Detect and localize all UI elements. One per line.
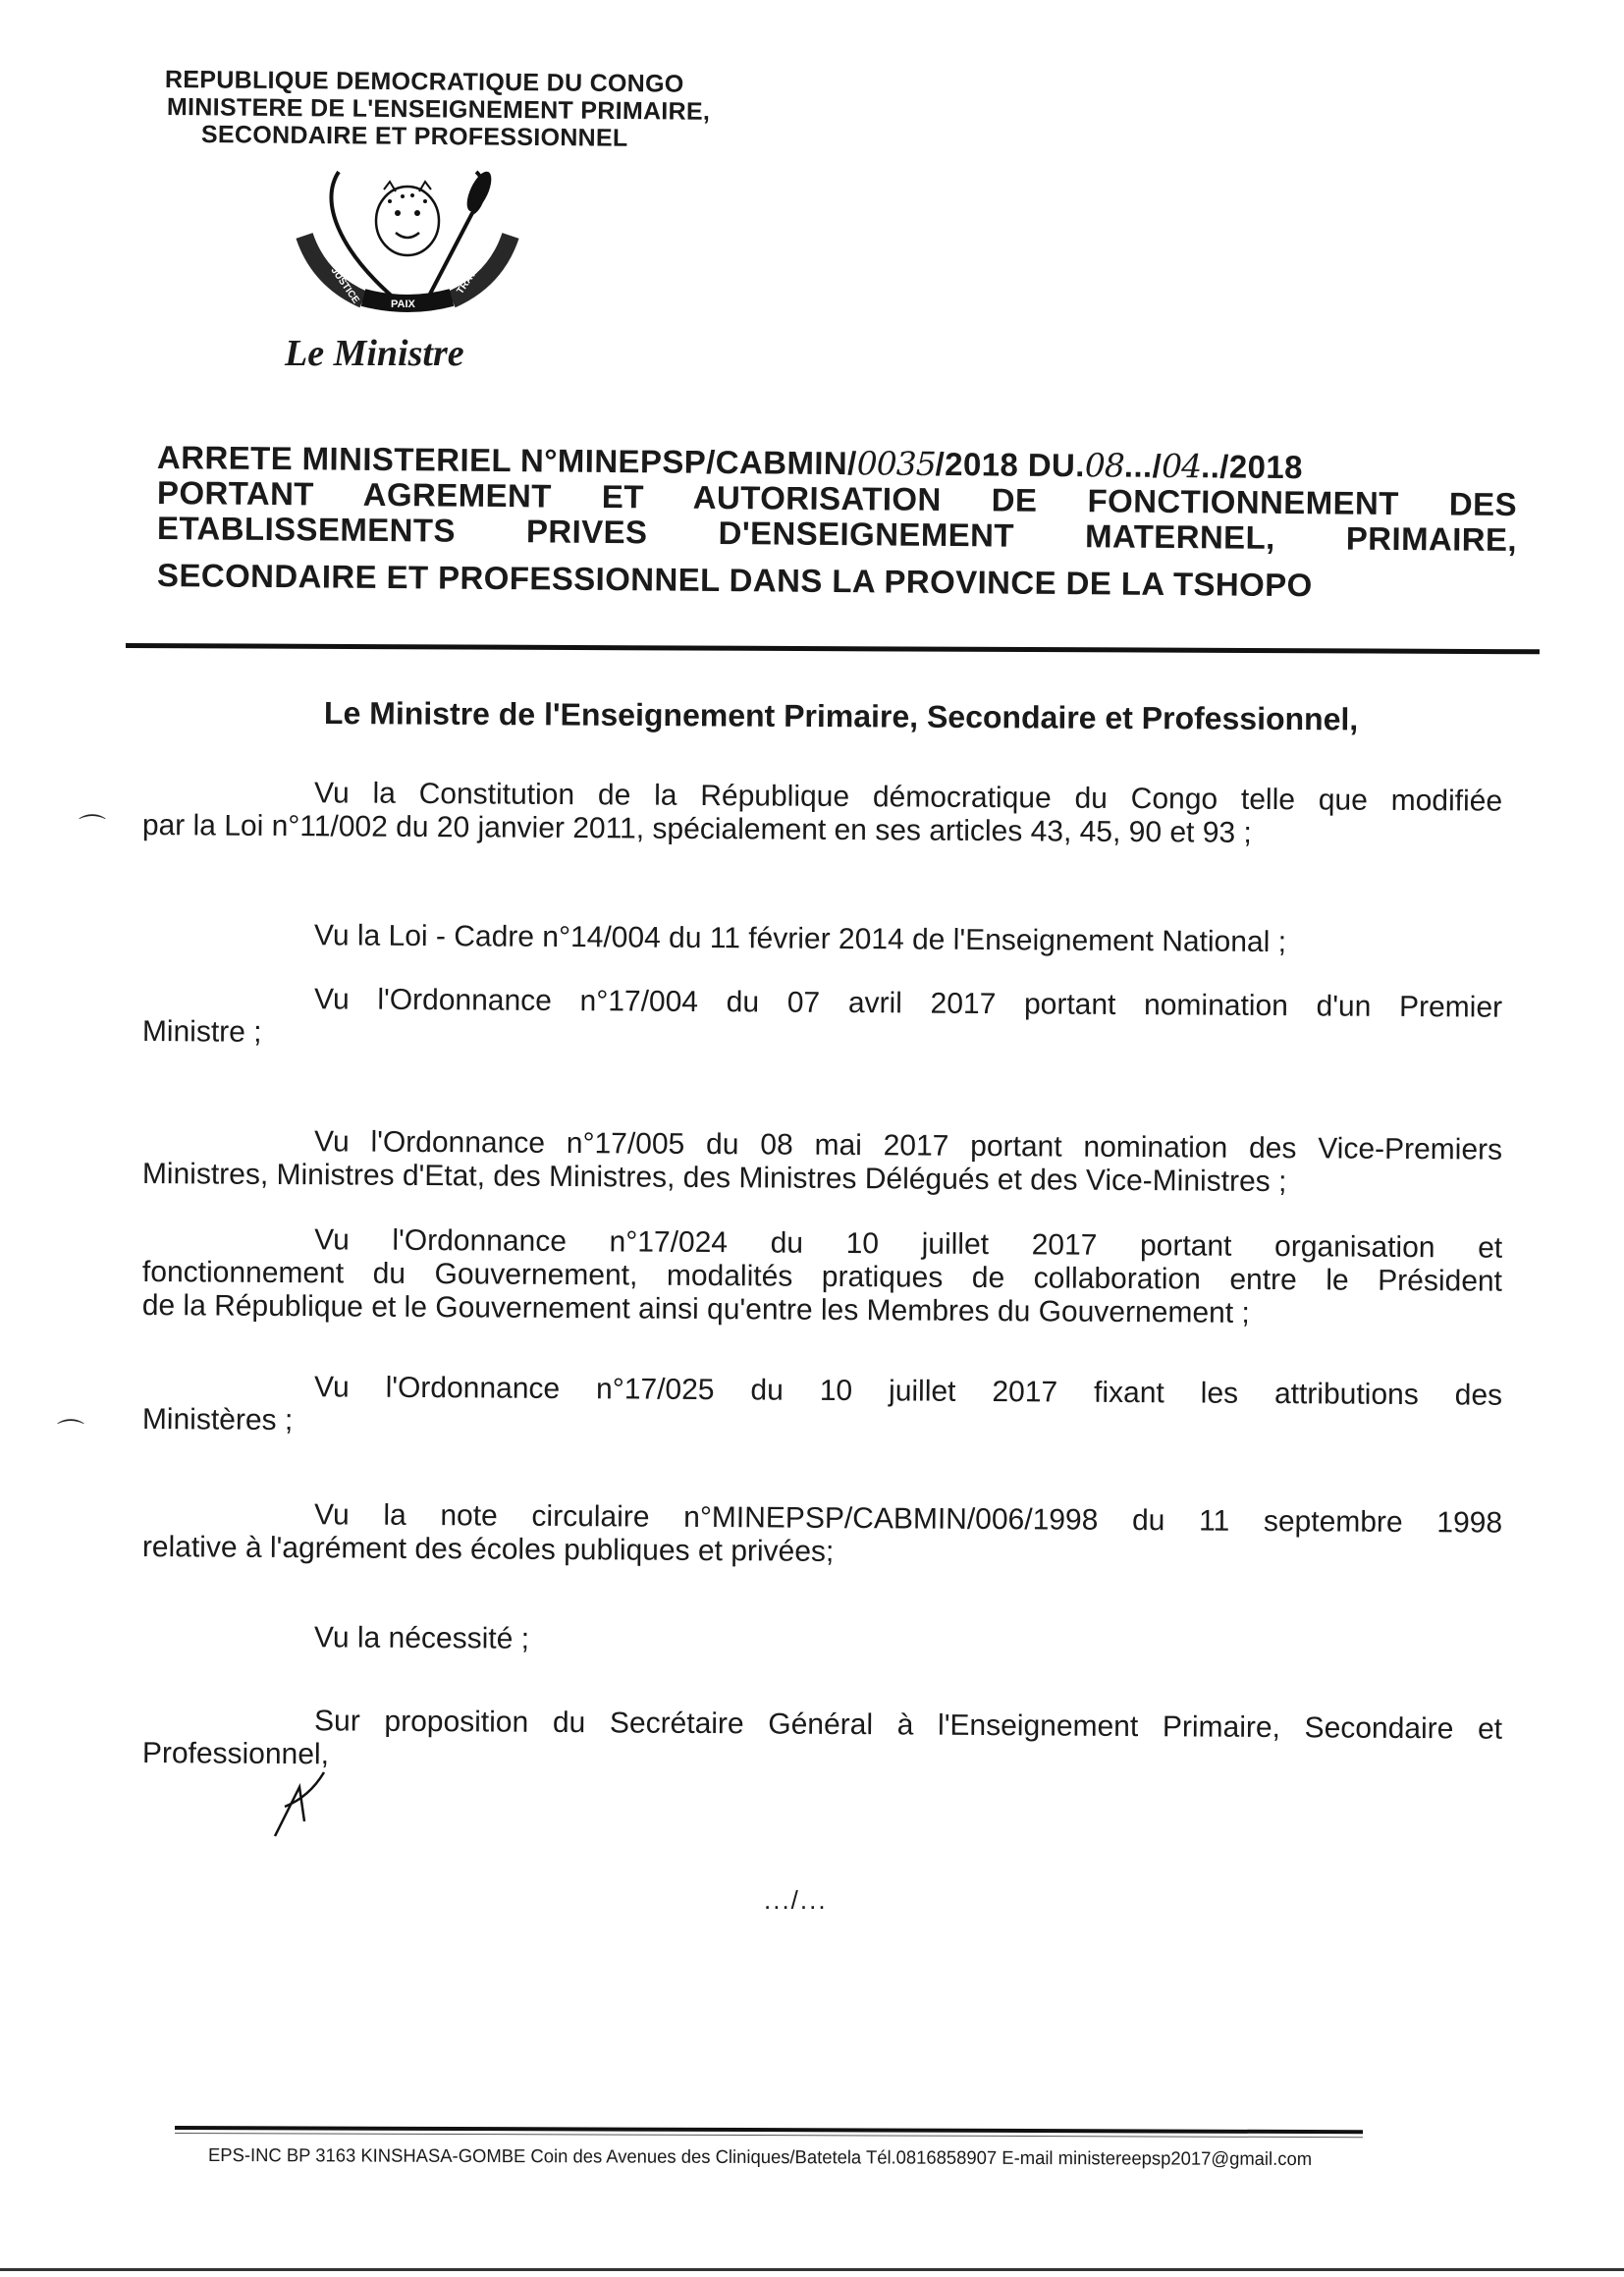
considerant-constitution: Vu la Constitution de la République démocratique du Congo telle que modifiée par la Loi n°11/002 du 20 janvier 2011, spécialement en ses articles 43, 45, 90 et 93 ; [141, 777, 1503, 849]
handwritten-initials [265, 1767, 344, 1851]
header-ministry: MINISTERE DE L'ENSEIGNEMENT PRIMAIRE, [166, 93, 711, 126]
footer-rule-thin [175, 2133, 1363, 2138]
margin-mark: ⌒ [57, 1418, 85, 1448]
footer-address: EPS-INC BP 3163 KINSHASA-GOMBE Coin des Avenues des Cliniques/Batetela Tél.0816858907 E-mail ministereepsp2017@gmail.com [207, 2145, 1313, 2171]
initials-scribble-icon [265, 1767, 344, 1846]
title-divider [126, 643, 1540, 654]
header-republic: REPUBLIQUE DEMOCRATIQUE DU CONGO [164, 66, 684, 98]
minister-script-label: Le Ministre [285, 333, 464, 374]
handwritten-day: 08 [1084, 446, 1125, 485]
svg-text:PAIX: PAIX [391, 298, 415, 310]
page-bottom-edge [0, 2268, 1624, 2271]
minister-heading: Le Ministre de l'Enseignement Primaire, Secondaire et Professionnel, [323, 695, 1359, 737]
svg-text:TRAVAIL: TRAVAIL [455, 256, 488, 297]
considerant-ordonnance-17-004: Vu l'Ordonnance n°17/004 du 07 avril 2017 portant nomination d'un Premier Ministre ; [141, 983, 1503, 1049]
leopard-emblem-icon [280, 162, 525, 319]
considerant-necessite: Vu la nécessité ; [313, 1621, 530, 1655]
decree-title-line-4: SECONDAIRE ET PROFESSIONNEL DANS LA PROVINCE DE LA TSHOPO [156, 557, 1313, 604]
decree-title-line-3: ETABLISSEMENTS PRIVES D'ENSEIGNEMENT MATERNEL, PRIMAIRE, [156, 510, 1518, 559]
considerant-note-circulaire: Vu la note circulaire n°MINEPSP/CABMIN/006/1998 du 11 septembre 1998 relative à l'agrément des écoles publiques et privées; [141, 1498, 1503, 1568]
header-ministry-cont: SECONDAIRE ET PROFESSIONNEL [200, 121, 628, 152]
decree-title-line-2: PORTANT AGREMENT ET AUTORISATION DE FONCTIONNEMENT DES [156, 474, 1518, 523]
margin-mark: ⌒ [79, 813, 107, 843]
page-continuation: .../... [764, 1885, 828, 1915]
considerant-ordonnance-17-005: Vu l'Ordonnance n°17/005 du 08 mai 2017 portant nomination des Vice-Premiers Ministres, Ministres d'Etat, des Ministres, des Ministres Délégués et des Vice-Ministres ; [141, 1125, 1503, 1199]
considerant-loi-cadre: Vu la Loi - Cadre n°14/004 du 11 février 2014 de l'Enseignement National ; [313, 919, 1287, 959]
coat-of-arms-emblem [280, 162, 525, 319]
considerant-proposition: Sur proposition du Secrétaire Général à l'Enseignement Primaire, Secondaire et Professionnel, [141, 1705, 1503, 1771]
decree-title-line-1: ARRETE MINISTERIEL N°MINEPSP/CABMIN/0035/2018 DU.08.../04../2018 [156, 439, 1304, 486]
considerant-ordonnance-17-025: Vu l'Ordonnance n°17/025 du 10 juillet 2017 fixant les attributions des Ministères ; [141, 1371, 1503, 1437]
handwritten-decree-number: 0035 [856, 444, 936, 483]
svg-text:JUSTICE: JUSTICE [328, 265, 361, 306]
considerant-ordonnance-17-024: Vu l'Ordonnance n°17/024 du 10 juillet 2017 portant organisation et fonctionnement du Gouvernement, modalités pratiques de collaboration entre le Président de la République et le Gouvernement ainsi qu'entre les Membres du Gouvernement ; [141, 1223, 1503, 1329]
handwritten-month: 04 [1161, 446, 1202, 486]
